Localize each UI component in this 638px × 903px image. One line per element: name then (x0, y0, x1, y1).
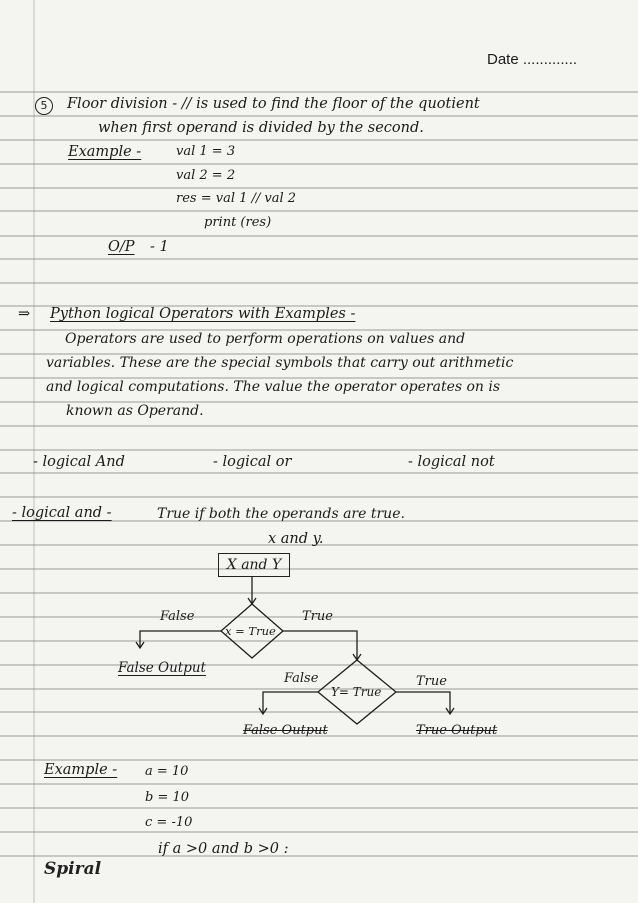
paragraph-line-2: variables. These are the special symbols that carry out arithmetic (46, 355, 514, 371)
code-line-2: val 2 = 2 (176, 168, 236, 183)
paragraph-line-1: Operators are used to perform operations on values and (65, 331, 466, 347)
logical-and-desc-1: True if both the operands are true. (157, 506, 405, 522)
condition-x-true: x = True (225, 624, 276, 638)
date-label: Date ............. (487, 51, 578, 68)
code-line-3: res = val 1 // val 2 (176, 191, 297, 206)
type-logical-and: - logical And (33, 454, 125, 470)
output-label: O/P (108, 239, 135, 255)
false-label-2: False (284, 671, 319, 686)
heading-arrow: ⇒ (18, 306, 31, 322)
example-label: Example - (68, 144, 142, 160)
type-logical-not: - logical not (408, 454, 495, 470)
code-line-1: val 1 = 3 (176, 144, 236, 159)
paragraph-line-3: and logical computations. The value the operator operates on is (46, 379, 501, 395)
true-output: True Output (416, 723, 498, 738)
logical-and-desc-2: x and y. (268, 531, 324, 547)
logical-and-label: - logical and - (12, 505, 112, 521)
example2-line-2: b = 10 (145, 790, 190, 805)
example2-line-4: if a >0 and b >0 : (158, 841, 289, 857)
code-line-4: print (res) (204, 215, 272, 230)
logical-heading: Python logical Operators with Examples - (50, 306, 356, 322)
example2-line-3: c = -10 (145, 815, 193, 830)
floor-division-line-1: Floor division - // is used to find the floor of the quotient (67, 96, 480, 112)
true-label-1: True (302, 609, 333, 624)
type-logical-or: - logical or (213, 454, 292, 470)
flowchart-start-box: X and Y (218, 553, 290, 577)
false-output-1: False Output (118, 660, 206, 676)
output-value: - 1 (150, 239, 169, 255)
example2-label: Example - (44, 762, 118, 778)
example2-line-1: a = 10 (145, 764, 189, 779)
brand-logo: Spiral (44, 859, 102, 879)
true-label-2: True (416, 674, 447, 689)
floor-division-line-2: when first operand is divided by the second. (98, 120, 424, 136)
paragraph-line-4: known as Operand. (66, 403, 204, 419)
false-label-1: False (160, 609, 195, 624)
section-number-badge: 5 (35, 97, 53, 115)
false-output-2: False Output (243, 723, 328, 738)
condition-y-true: Y= True (331, 685, 382, 699)
